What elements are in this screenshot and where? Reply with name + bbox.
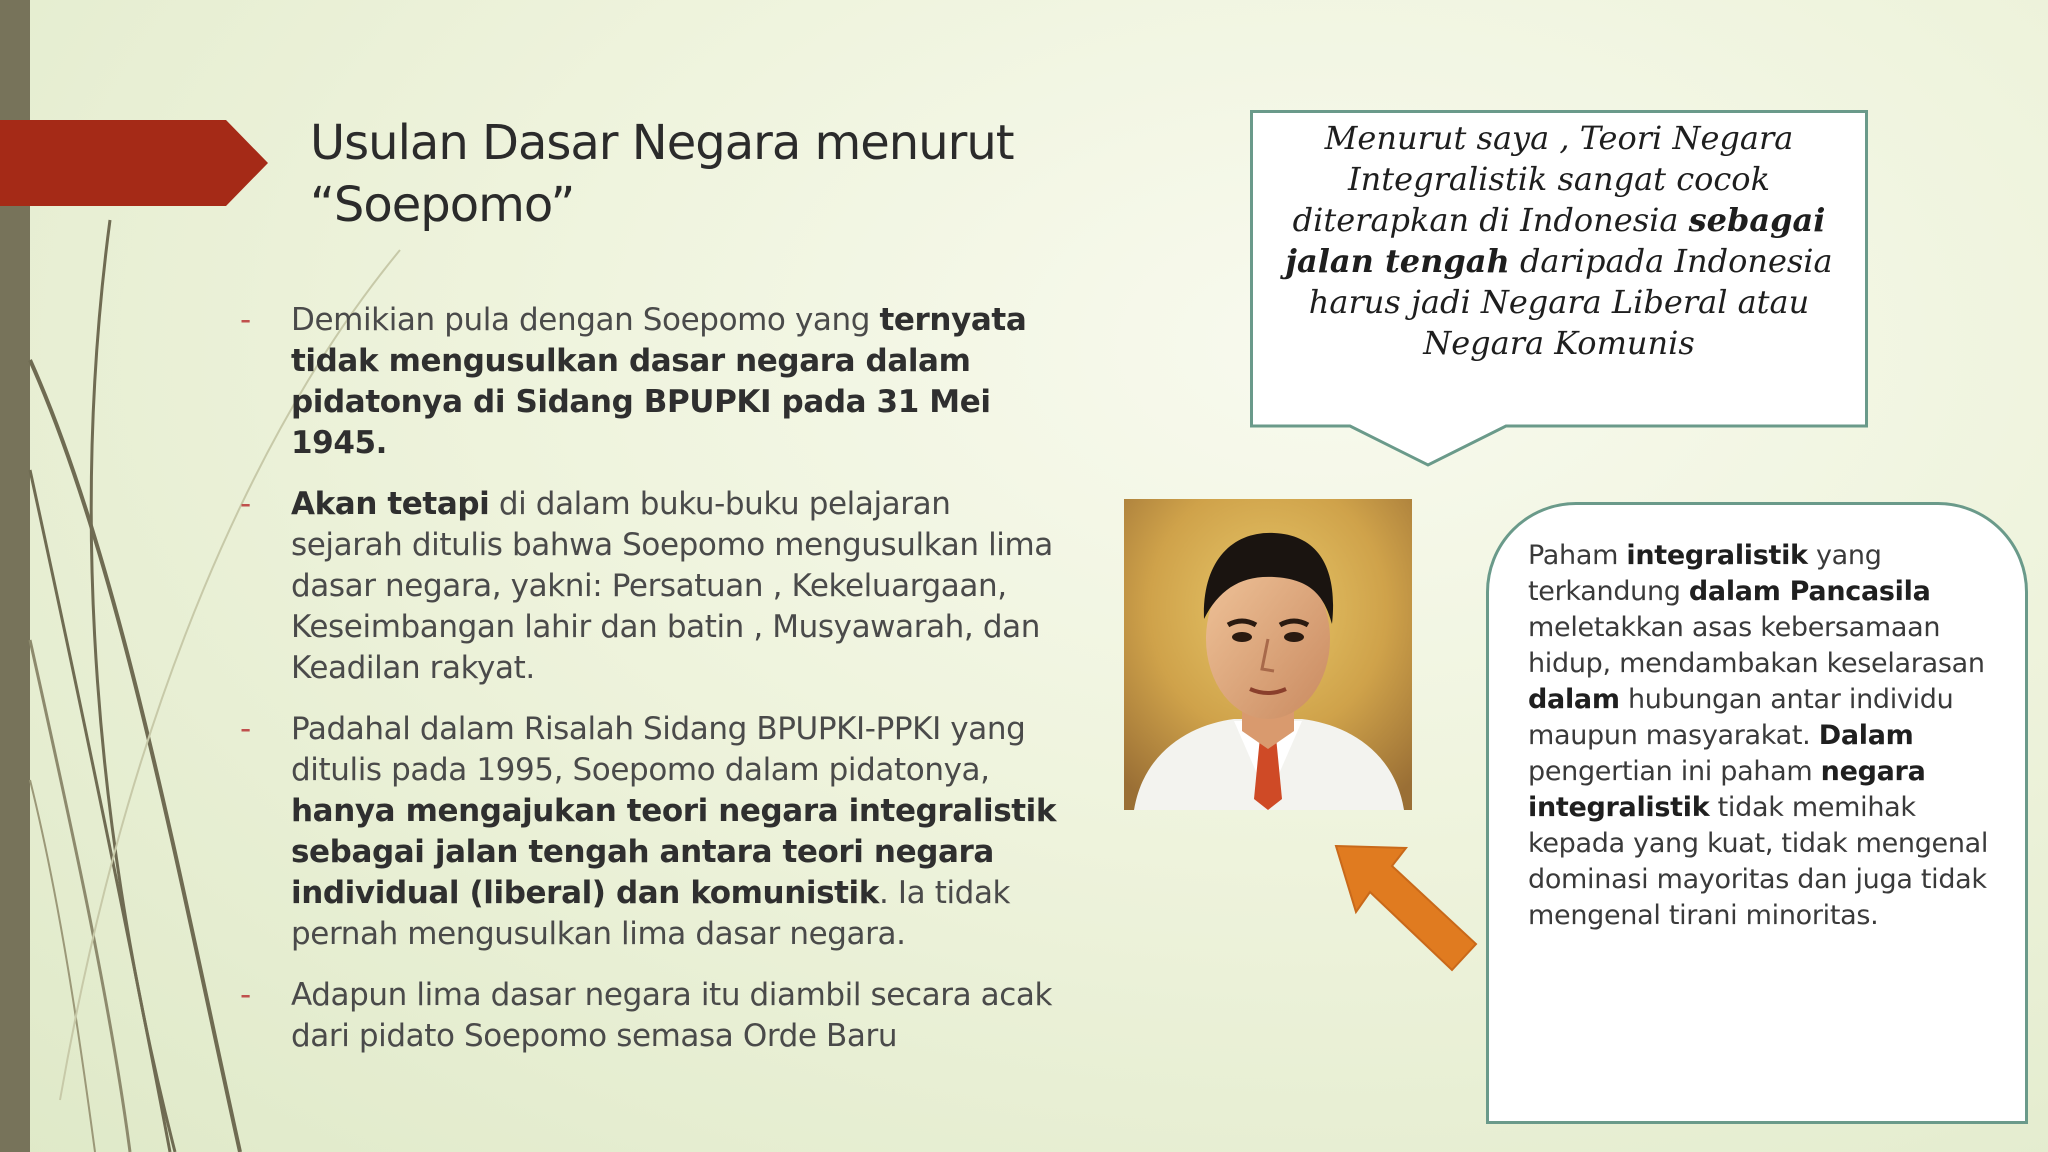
text-segment: Demikian pula dengan Soepomo yang [291,302,880,338]
bold-text-segment: sebagai jalan tengah [1285,201,1826,280]
text-segment: di dalam buku-buku pelajaran sejarah ditulis bahwa Soepomo mengusulkan lima dasar negara, yakni: Persatuan , Kekeluargaan, Keseimbangan lahir dan batin , Musyawarah, dan Keadilan rakyat. [291,486,1053,686]
bullet-dash-icon: - [240,302,251,338]
bullet-dash-icon: - [240,711,251,747]
title-accent-arrow [0,120,268,206]
bold-text-segment: integralistik [1626,540,1808,571]
bullet-item [240,975,1060,1057]
title-line-2: “Soepomo” [310,177,575,233]
text-segment: meletakkan asas kebersamaan hidup, mendambakan keselarasan [1528,612,1985,679]
text-segment: Padahal dalam Risalah Sidang BPUPKI-PPKI yang ditulis pada 1995, Soepomo dalam pidatonya, [291,711,1026,788]
bullet-item [240,709,1060,955]
text-segment: . Ia tidak pernah mengusulkan lima dasar negara. [291,875,1011,952]
note-text [1528,538,2008,934]
bold-text-segment: Dalam [1818,720,1914,751]
bold-text-segment: Akan tetapi [291,486,490,522]
bullet-dash-icon: - [240,977,251,1013]
bullet-item [240,300,1060,464]
soepomo-portrait-image [1124,499,1412,810]
text-segment: Menurut saya , Teori Negara Integralistik sangat cocok diterapkan di Indonesia [1292,119,1794,239]
bold-text-segment: hanya mengajukan teori negara integralistik sebagai jalan tengah antara teori negara individual (liberal) dan komunistik [291,793,1057,911]
text-segment: Adapun lima dasar negara itu diambil secara acak dari pidato Soepomo semasa Orde Baru [291,977,1053,1054]
pointing-arrow-icon [1330,840,1480,980]
slide-title [310,112,1070,236]
bullet-dash-icon: - [240,486,251,522]
title-line-1: Usulan Dasar Negara menurut [310,115,1014,171]
text-segment: tidak memihak kepada yang kuat, tidak mengenal dominasi mayoritas dan juga tidak mengenal tirani minoritas. [1528,792,1989,931]
bullet-list [240,300,1060,1077]
bullet-item [240,484,1060,689]
text-segment: hubungan antar individu maupun masyarakat. [1528,684,1954,751]
text-segment: pengertian ini paham [1528,756,1821,787]
bold-text-segment: ternyata tidak mengusulkan dasar negara dalam pidatonya di Sidang BPUPKI pada 31 Mei 1945. [291,302,1027,461]
bold-text-segment: dalam [1528,684,1620,715]
bold-text-segment: negara integralistik [1528,756,1926,823]
bold-text-segment: dalam Pancasila [1688,576,1931,607]
text-segment: yang terkandung [1528,540,1882,607]
text-segment: Paham [1528,540,1627,571]
callout-text [1262,118,1856,364]
text-segment: daripada Indonesia harus jadi Negara Liberal atau Negara Komunis [1308,242,1833,362]
